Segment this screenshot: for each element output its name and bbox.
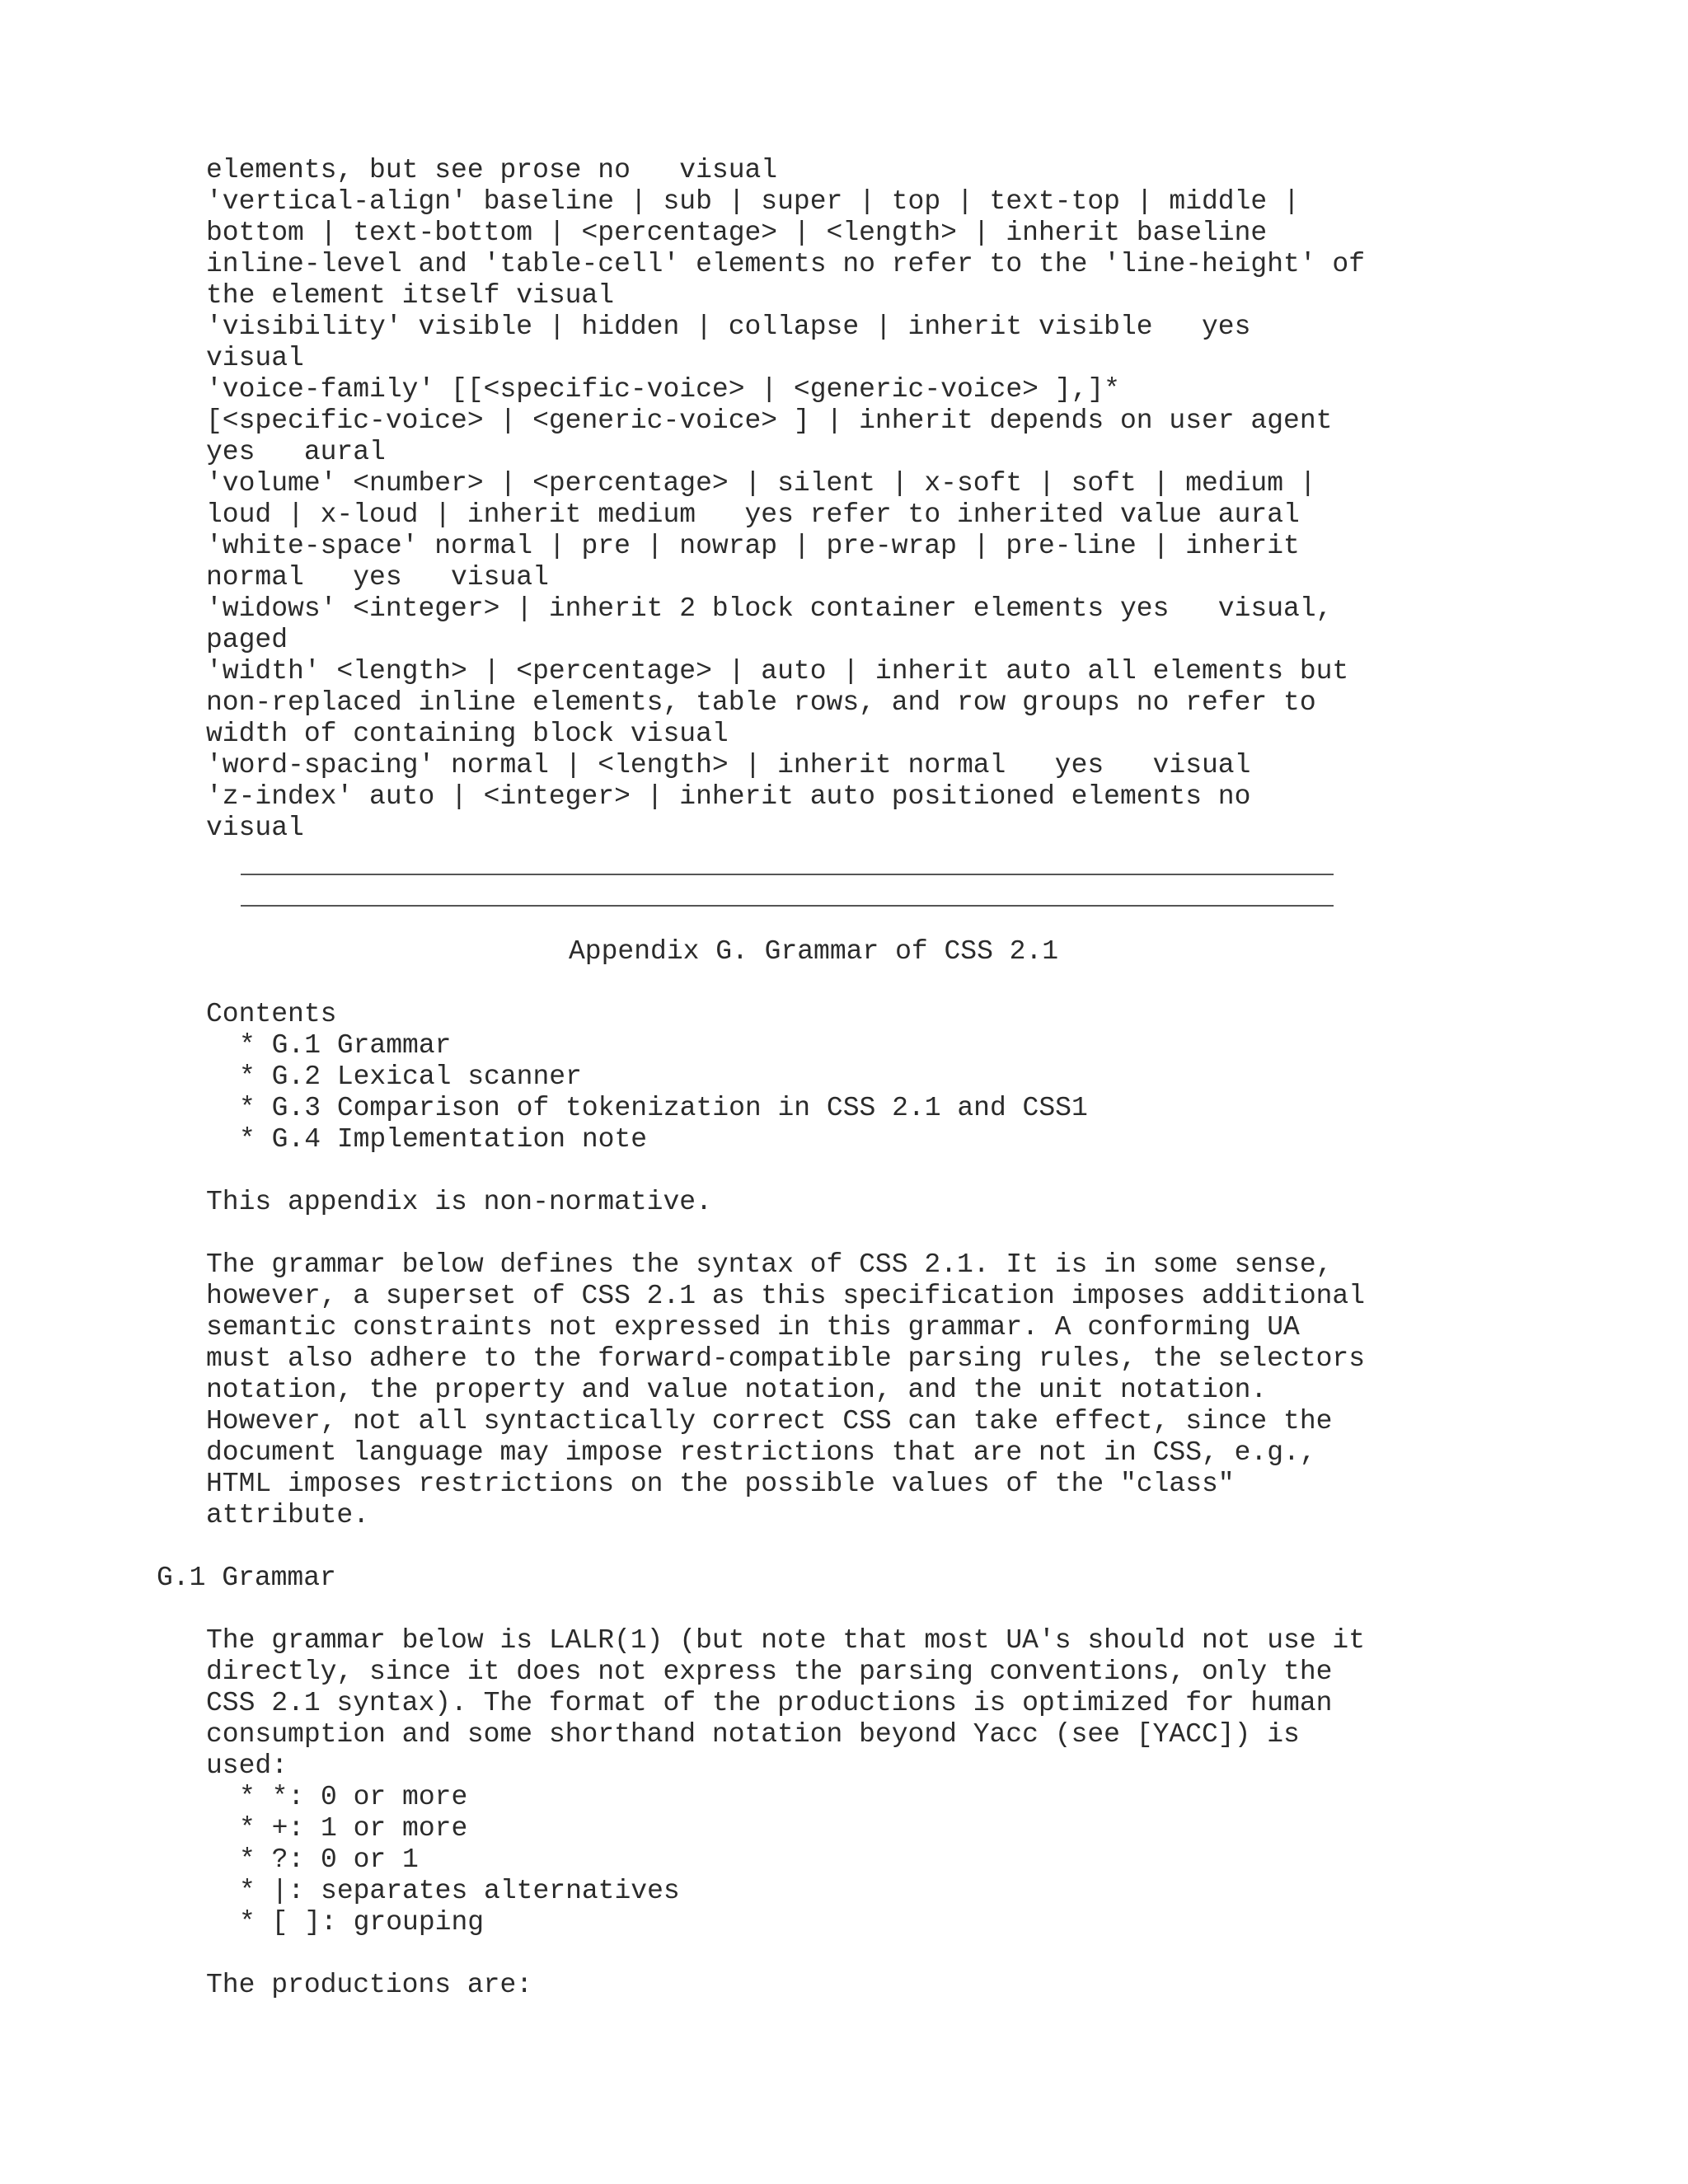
table-line: 'white-space' normal | pre | nowrap | pre-wrap | pre-line | inherit xyxy=(206,531,1300,561)
table-line: visual xyxy=(206,813,304,843)
paragraph-line: document language may impose restrictions that are not in CSS, e.g., xyxy=(206,1437,1316,1468)
paragraph-line: attribute. xyxy=(206,1500,370,1530)
table-line: 'visibility' visible | hidden | collapse | inherit visible yes xyxy=(206,312,1251,342)
contents-link-g2[interactable]: * G.2 Lexical scanner xyxy=(239,1062,582,1092)
paragraph-line: directly, since it does not express the parsing conventions, only the xyxy=(206,1657,1333,1687)
list-item: * [ ]: grouping xyxy=(239,1907,485,1938)
list-item: * ?: 0 or 1 xyxy=(239,1844,419,1875)
productions-intro: The productions are: xyxy=(206,1970,533,2000)
table-line: normal yes visual xyxy=(206,562,549,593)
table-line: yes aural xyxy=(206,437,386,467)
contents-link-g1[interactable]: * G.1 Grammar xyxy=(239,1030,452,1061)
paragraph-line: CSS 2.1 syntax). The format of the productions is optimized for human xyxy=(206,1688,1333,1718)
paragraph-line: notation, the property and value notation, and the unit notation. xyxy=(206,1375,1268,1405)
paragraph-line: however, a superset of CSS 2.1 as this specification imposes additional xyxy=(206,1281,1366,1311)
table-line: 'volume' <number> | <percentage> | silent | x-soft | soft | medium | xyxy=(206,468,1316,499)
paragraph-line: The grammar below defines the syntax of CSS 2.1. It is in some sense, xyxy=(206,1249,1333,1280)
table-line: width of containing block visual xyxy=(206,719,729,749)
table-line: [<specific-voice> | <generic-voice> ] | inherit depends on user agent xyxy=(206,405,1333,436)
table-line: 'z-index' auto | <integer> | inherit auto positioned elements no xyxy=(206,781,1251,812)
table-line: non-replaced inline elements, table rows, and row groups no refer to xyxy=(206,687,1316,718)
table-line: 'voice-family' [[<specific-voice> | <generic-voice> ],]* xyxy=(206,374,1120,405)
contents-link-g4[interactable]: * G.4 Implementation note xyxy=(239,1124,648,1155)
contents-link-g3[interactable]: * G.3 Comparison of tokenization in CSS 2.1 and CSS1 xyxy=(239,1093,1088,1123)
paragraph-line: consumption and some shorthand notation beyond Yacc (see [YACC]) is xyxy=(206,1719,1300,1750)
list-item: * |: separates alternatives xyxy=(239,1876,680,1906)
table-line: paged xyxy=(206,625,288,655)
non-normative-note: This appendix is non-normative. xyxy=(206,1187,712,1217)
table-line: elements, but see prose no visual xyxy=(206,155,778,185)
horizontal-rule xyxy=(241,874,1334,875)
table-line: loud | x-loud | inherit medium yes refer to inherited value aural xyxy=(206,499,1300,530)
appendix-title: Appendix G. Grammar of CSS 2.1 xyxy=(569,936,1059,967)
table-line: bottom | text-bottom | <percentage> | <length> | inherit baseline xyxy=(206,218,1268,248)
table-line: 'word-spacing' normal | <length> | inherit normal yes visual xyxy=(206,750,1251,780)
table-line: 'vertical-align' baseline | sub | super | top | text-top | middle | xyxy=(206,186,1300,217)
paragraph-line: must also adhere to the forward-compatible parsing rules, the selectors xyxy=(206,1343,1366,1374)
table-line: the element itself visual xyxy=(206,280,615,311)
paragraph-line: semantic constraints not expressed in this grammar. A conforming UA xyxy=(206,1312,1300,1343)
paragraph-line: The grammar below is LALR(1) (but note that most UA's should not use it xyxy=(206,1625,1366,1656)
list-item: * *: 0 or more xyxy=(239,1782,468,1812)
paragraph-line: However, not all syntactically correct CSS can take effect, since the xyxy=(206,1406,1333,1436)
paragraph-line: HTML imposes restrictions on the possible values of the "class" xyxy=(206,1469,1235,1499)
horizontal-rule xyxy=(241,905,1334,907)
section-heading-g1: G.1 Grammar xyxy=(157,1563,336,1593)
contents-label: Contents xyxy=(206,999,337,1029)
table-line: inline-level and 'table-cell' elements no refer to the 'line-height' of xyxy=(206,249,1366,279)
list-item: * +: 1 or more xyxy=(239,1813,468,1844)
table-line: 'width' <length> | <percentage> | auto | inherit auto all elements but xyxy=(206,656,1349,687)
table-line: visual xyxy=(206,343,304,373)
paragraph-line: used: xyxy=(206,1750,288,1781)
table-line: 'widows' <integer> | inherit 2 block container elements yes visual, xyxy=(206,593,1333,624)
